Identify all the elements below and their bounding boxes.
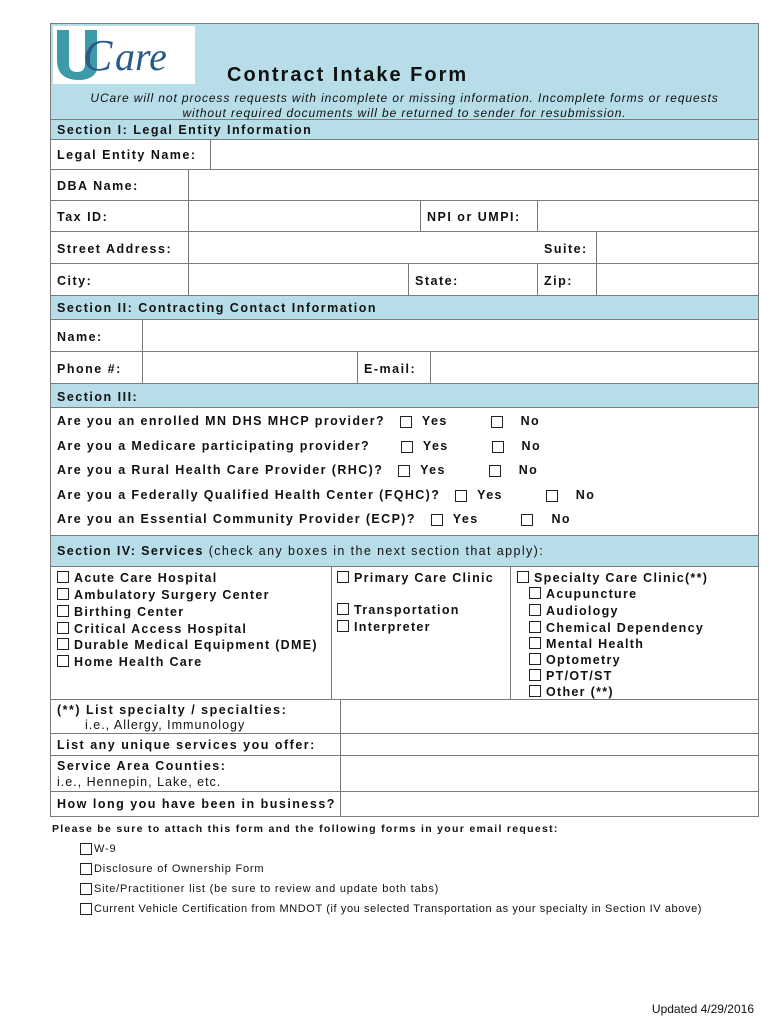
list-specialty-row	[50, 700, 759, 734]
email-label-cell	[357, 352, 430, 383]
unique-services-label: List any unique services you offer:	[57, 738, 316, 752]
phone-field[interactable]	[142, 352, 357, 383]
npi-label-cell	[420, 201, 537, 231]
phone-row	[50, 352, 759, 384]
state-label: State:	[415, 274, 459, 288]
service-pt-ot-st[interactable]: PT/OT/ST	[529, 669, 613, 683]
service-acute-care[interactable]: Acute Care Hospital	[57, 571, 217, 585]
npi-field[interactable]	[537, 201, 758, 231]
unique-services-field[interactable]	[340, 734, 758, 755]
checkbox-icon[interactable]	[529, 685, 541, 697]
street-row	[50, 232, 759, 264]
checkbox-icon[interactable]	[337, 571, 349, 583]
checkbox-icon[interactable]	[337, 620, 349, 632]
service-ambulatory[interactable]: Ambulatory Surgery Center	[57, 588, 270, 602]
service-other[interactable]: Other (**)	[529, 685, 614, 699]
attachment-disclosure: Disclosure of Ownership Form	[80, 863, 264, 875]
checkbox-icon[interactable]	[57, 655, 69, 667]
legal-entity-label: Legal Entity Name:	[57, 148, 197, 162]
section-2-heading: Section II: Contracting Contact Information	[50, 296, 759, 320]
medicare-yes-checkbox[interactable]	[401, 441, 413, 453]
svg-text:C: C	[83, 31, 113, 80]
list-specialty-field[interactable]	[340, 700, 758, 733]
email-label: E-mail:	[364, 362, 417, 376]
checkbox-icon[interactable]	[337, 603, 349, 615]
checkbox-icon[interactable]	[529, 604, 541, 616]
service-area-example: i.e., Hennepin, Lake, etc.	[57, 775, 222, 789]
checkbox-icon[interactable]	[57, 622, 69, 634]
service-birthing[interactable]: Birthing Center	[57, 605, 184, 619]
question-rhc: Are you a Rural Health Care Provider (RHC)? Yes No	[57, 463, 539, 477]
site-list-checkbox[interactable]	[80, 883, 92, 895]
updated-date: Updated 4/29/2016	[651, 1002, 754, 1016]
attachment-site-list: Site/Practitioner list (be sure to review and update both tabs)	[80, 883, 439, 895]
email-field[interactable]	[430, 352, 758, 383]
legal-entity-field[interactable]	[210, 140, 758, 169]
section-4-title: Section IV: Services	[57, 544, 204, 558]
section-3-heading: Section III:	[50, 384, 759, 408]
suite-field[interactable]	[596, 232, 758, 263]
list-specialty-label: (**) List specialty / specialties:	[57, 703, 288, 717]
services-divider-2	[510, 567, 511, 700]
checkbox-icon[interactable]	[529, 653, 541, 665]
service-primary-care[interactable]: Primary Care Clinic	[337, 571, 494, 585]
suite-label: Suite:	[544, 242, 588, 256]
list-specialty-example: i.e., Allergy, Immunology	[85, 718, 246, 732]
tax-id-label: Tax ID:	[57, 210, 109, 224]
question-medicare: Are you a Medicare participating provider? Yes No	[57, 439, 542, 453]
ucare-logo-mark	[53, 26, 195, 84]
checkbox-icon[interactable]	[529, 621, 541, 633]
service-area-row	[50, 756, 759, 792]
question-fqhc: Are you a Federally Qualified Health Center (FQHC)? Yes No	[57, 488, 596, 502]
business-length-field[interactable]	[340, 792, 758, 816]
fqhc-no-checkbox[interactable]	[546, 490, 558, 502]
state-field[interactable]	[537, 264, 596, 295]
checkbox-icon[interactable]	[517, 571, 529, 583]
checkbox-icon[interactable]	[57, 638, 69, 650]
city-field[interactable]	[188, 264, 408, 295]
checkbox-icon[interactable]	[57, 605, 69, 617]
dba-label: DBA Name:	[57, 179, 139, 193]
service-audiology[interactable]: Audiology	[529, 604, 619, 618]
contact-name-label: Name:	[57, 330, 103, 344]
dba-row	[50, 170, 759, 201]
tax-id-field[interactable]	[188, 201, 420, 231]
contact-name-field[interactable]	[142, 320, 758, 351]
notice-line-1: UCare will not process requests with incomplete or missing information. Incomplete forms or requests	[90, 91, 719, 105]
contact-name-row	[50, 320, 759, 352]
attachment-w9: W-9	[80, 843, 116, 855]
service-critical-access[interactable]: Critical Access Hospital	[57, 622, 247, 636]
tax-id-row	[50, 201, 759, 232]
unique-services-row	[50, 734, 759, 756]
service-acupuncture[interactable]: Acupuncture	[529, 587, 637, 601]
section-4-heading	[50, 536, 759, 567]
zip-field[interactable]	[596, 264, 758, 295]
checkbox-icon[interactable]	[529, 637, 541, 649]
state-label-cell	[408, 264, 537, 295]
service-home-health[interactable]: Home Health Care	[57, 655, 202, 669]
attachment-vehicle-cert: Current Vehicle Certification from MNDOT (if you selected Transportation as your specialty in Section IV above)	[80, 903, 702, 915]
contract-intake-form	[50, 23, 759, 817]
service-mental-health[interactable]: Mental Health	[529, 637, 644, 651]
checkbox-icon[interactable]	[529, 669, 541, 681]
city-label: City:	[57, 274, 93, 288]
service-dme[interactable]: Durable Medical Equipment (DME)	[57, 638, 318, 652]
zip-label: Zip:	[544, 274, 573, 288]
question-mhcp: Are you an enrolled MN DHS MHCP provider? Yes No	[57, 414, 541, 428]
form-header	[50, 23, 759, 120]
street-label: Street Address:	[57, 242, 173, 256]
dba-field[interactable]	[188, 170, 758, 200]
checkbox-icon[interactable]	[57, 571, 69, 583]
disclosure-checkbox[interactable]	[80, 863, 92, 875]
section-1-heading: Section I: Legal Entity Information	[50, 120, 759, 140]
business-length-label: How long you have been in business?	[57, 797, 336, 811]
service-optometry[interactable]: Optometry	[529, 653, 621, 667]
form-title: Contract Intake Form	[227, 64, 469, 86]
medicare-no-checkbox[interactable]	[492, 441, 504, 453]
legal-entity-row	[50, 140, 759, 170]
service-specialty-care[interactable]: Specialty Care Clinic(**)	[517, 571, 708, 585]
checkbox-icon[interactable]	[57, 588, 69, 600]
attachments-intro: Please be sure to attach this form and the following forms in your email request:	[52, 823, 559, 835]
business-length-row	[50, 792, 759, 817]
w9-checkbox[interactable]	[80, 843, 92, 855]
mhcp-yes-checkbox[interactable]	[400, 416, 412, 428]
service-area-label: Service Area Counties:	[57, 759, 227, 773]
service-transportation[interactable]: Transportation	[337, 603, 460, 617]
city-row	[50, 264, 759, 296]
section-4-note: (check any boxes in the next section that apply):	[208, 544, 545, 558]
service-chemical-dependency[interactable]: Chemical Dependency	[529, 621, 704, 635]
mhcp-no-checkbox[interactable]	[491, 416, 503, 428]
rhc-no-checkbox[interactable]	[489, 465, 501, 477]
phone-label: Phone #:	[57, 362, 122, 376]
service-area-field[interactable]	[340, 756, 758, 791]
question-ecp: Are you an Essential Community Provider (ECP)? Yes No	[57, 512, 571, 526]
rhc-yes-checkbox[interactable]	[398, 465, 410, 477]
checkbox-icon[interactable]	[529, 587, 541, 599]
fqhc-yes-checkbox[interactable]	[455, 490, 467, 502]
service-interpreter[interactable]: Interpreter	[337, 620, 431, 634]
ecp-yes-checkbox[interactable]	[431, 514, 443, 526]
svg-text:are: are	[115, 34, 167, 79]
services-block	[50, 567, 759, 700]
services-divider-1	[331, 567, 332, 700]
notice-line-2: without required documents will be returned to sender for resubmission.	[182, 106, 627, 120]
ucare-logo	[53, 26, 195, 84]
ecp-no-checkbox[interactable]	[521, 514, 533, 526]
street-field[interactable]	[188, 232, 537, 263]
vehicle-cert-checkbox[interactable]	[80, 903, 92, 915]
npi-label: NPI or UMPI:	[427, 210, 521, 224]
section-3-questions	[50, 408, 759, 536]
